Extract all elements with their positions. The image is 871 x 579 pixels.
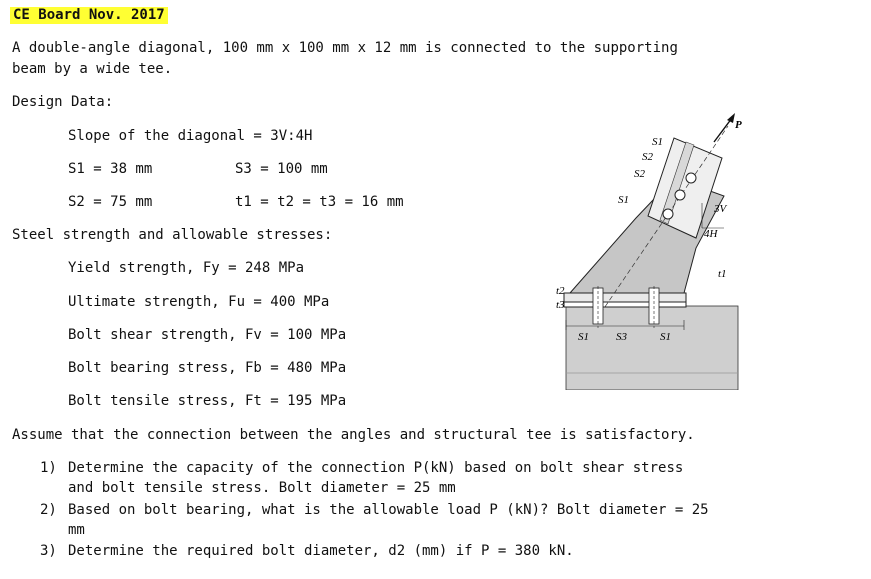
question-3-line-1: Determine the required bolt diameter, d2 (mm) if P = 380 kN. (68, 543, 574, 559)
label-t2: t2 (556, 285, 565, 297)
label-s1-top: S1 (652, 136, 663, 148)
label-t1: t1 (718, 268, 727, 280)
design-data-heading: Design Data: (12, 94, 114, 110)
bolt-tensile-stress: Bolt tensile stress, Ft = 195 MPa (68, 393, 347, 409)
label-s2-b: S2 (634, 168, 645, 180)
label-s2-a: S2 (642, 151, 653, 163)
question-1-number: 1) (40, 460, 57, 476)
label-p: P (735, 119, 742, 131)
bolt-bearing-stress: Bolt bearing stress, Fb = 480 MPa (68, 360, 347, 376)
beam-flange (564, 302, 686, 307)
bolt-diagonal-2 (675, 190, 685, 200)
ultimate-strength: Ultimate strength, Fu = 400 MPa (68, 294, 330, 310)
question-2-line-2: mm (68, 522, 85, 538)
intro-line-2: beam by a wide tee. (12, 61, 173, 77)
assumption-text: Assume that the connection between the angles and structural tee is satisfactory. (12, 427, 695, 443)
question-2-number: 2) (40, 502, 57, 518)
s2-text: S2 = 75 mm (68, 194, 153, 210)
label-4h: 4H (704, 228, 718, 240)
connection-figure (556, 108, 746, 390)
bolt-diagonal-3 (686, 173, 696, 183)
load-arrowhead (727, 113, 735, 123)
question-3-number: 3) (40, 543, 57, 559)
question-2-line-1: Based on bolt bearing, what is the allowable load P (kN)? Bolt diameter = 25 (68, 502, 709, 518)
slope-text: Slope of the diagonal = 3V:4H (68, 128, 313, 144)
s3-text: S3 = 100 mm (235, 161, 328, 177)
question-1-line-1: Determine the capacity of the connection P(kN) based on bolt shear stress (68, 460, 684, 476)
intro-line-1: A double-angle diagonal, 100 mm x 100 mm x 12 mm is connected to the supporting (12, 40, 678, 56)
flange-bolt-left (593, 286, 603, 328)
problem-title: CE Board Nov. 2017 (10, 7, 168, 24)
label-s1-bottom-left: S1 (578, 331, 589, 343)
flange-bolt-right (649, 286, 659, 328)
steel-heading: Steel strength and allowable stresses: (12, 227, 333, 243)
label-s1-side: S1 (618, 194, 629, 206)
tee-flange (564, 293, 686, 302)
label-3v: 3V (714, 203, 727, 215)
label-s1-bottom-right: S1 (660, 331, 671, 343)
bolt-shear-strength: Bolt shear strength, Fv = 100 MPa (68, 327, 347, 343)
question-1-line-2: and bolt tensile stress. Bolt diameter = 25 mm (68, 480, 456, 496)
s1-text: S1 = 38 mm (68, 161, 153, 177)
label-s3-bottom: S3 (616, 331, 627, 343)
yield-strength: Yield strength, Fy = 248 MPa (68, 260, 305, 276)
thickness-text: t1 = t2 = t3 = 16 mm (235, 194, 404, 210)
bolt-diagonal-1 (663, 209, 673, 219)
load-arrow (714, 118, 732, 142)
label-t3: t3 (556, 299, 565, 311)
